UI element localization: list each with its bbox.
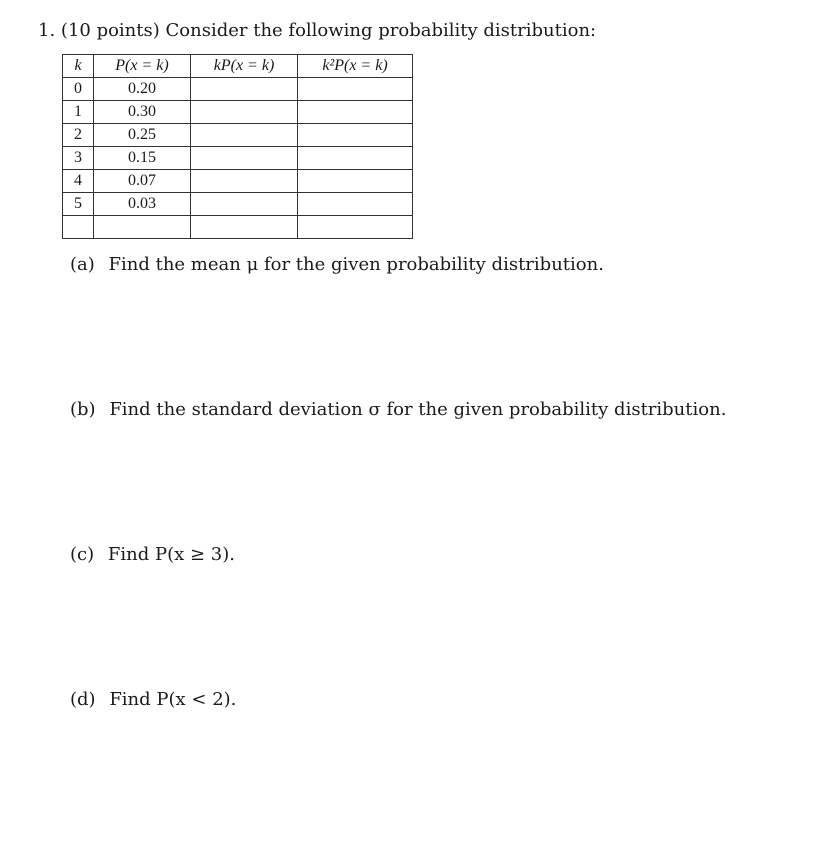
part-b-text: Find the standard deviation σ for the given probability distribution.: [109, 399, 727, 420]
part-a-text: Find the mean μ for the given probability distribution.: [108, 254, 604, 275]
cell-k2p-empty: [298, 101, 413, 124]
table-row: [63, 147, 413, 170]
part-d: [70, 689, 236, 710]
probability-table: [62, 54, 413, 239]
part-c: [70, 544, 235, 565]
cell-kp-empty: [191, 193, 298, 216]
cell-k: 4: [63, 170, 94, 193]
table-row: [63, 193, 413, 216]
cell-k2p-empty: [298, 78, 413, 101]
cell-k: 2: [63, 124, 94, 147]
part-b: [70, 399, 726, 420]
part-d-text: Find P(x < 2).: [109, 689, 237, 710]
header-k2p: k²P(x = k): [298, 55, 413, 78]
cell-k: 3: [63, 147, 94, 170]
cell-kp-empty: [191, 170, 298, 193]
header-kp: kP(x = k): [191, 55, 298, 78]
cell-k: [63, 216, 94, 239]
table-row: [63, 124, 413, 147]
part-a: [70, 254, 604, 275]
part-b-label: (b): [70, 399, 96, 420]
cell-k2p-empty: [298, 147, 413, 170]
cell-kp-empty: [191, 124, 298, 147]
part-c-label: (c): [70, 544, 95, 565]
cell-p: 0.30: [94, 101, 191, 124]
header-p: P(x = k): [94, 55, 191, 78]
cell-k2p-empty: [298, 216, 413, 239]
cell-k: 5: [63, 193, 94, 216]
table-row: [63, 170, 413, 193]
table-header-row: [63, 55, 413, 78]
cell-k: 1: [63, 101, 94, 124]
cell-k2p-empty: [298, 124, 413, 147]
table-row: [63, 78, 413, 101]
cell-p: [94, 216, 191, 239]
part-c-text: Find P(x ≥ 3).: [107, 544, 235, 565]
part-d-label: (d): [70, 689, 96, 710]
question-text: Consider the following probability distribution:: [165, 20, 597, 41]
part-a-label: (a): [70, 254, 95, 275]
cell-k2p-empty: [298, 170, 413, 193]
cell-kp-empty: [191, 216, 298, 239]
cell-p: 0.20: [94, 78, 191, 101]
header-k: k: [63, 55, 94, 78]
cell-p: 0.25: [94, 124, 191, 147]
table-row: [63, 101, 413, 124]
cell-p: 0.15: [94, 147, 191, 170]
question-points: (10 points): [60, 20, 160, 41]
cell-kp-empty: [191, 101, 298, 124]
table-row-empty: [63, 216, 413, 239]
cell-kp-empty: [191, 147, 298, 170]
question-number: 1.: [38, 20, 56, 41]
question-header: [38, 20, 596, 41]
cell-k2p-empty: [298, 193, 413, 216]
cell-k: 0: [63, 78, 94, 101]
cell-kp-empty: [191, 78, 298, 101]
cell-p: 0.07: [94, 170, 191, 193]
cell-p: 0.03: [94, 193, 191, 216]
